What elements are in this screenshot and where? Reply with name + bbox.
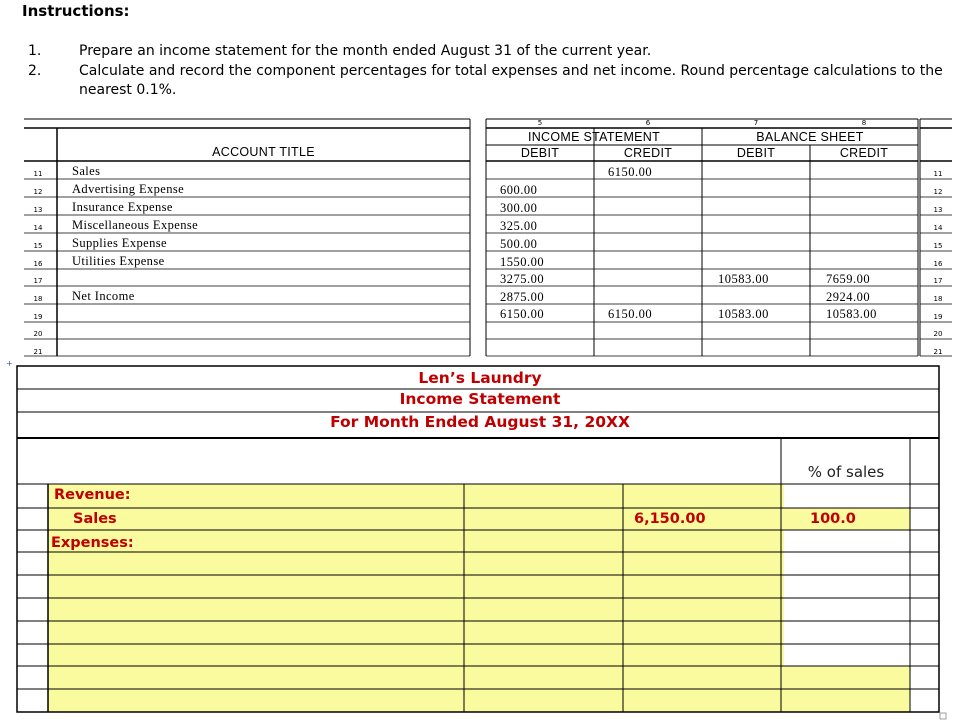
row-number: 11 [33, 170, 43, 178]
balance-sheet-header: BALANCE SHEET [756, 130, 864, 144]
row-number: 17 [33, 277, 43, 285]
is-credit-value: 6150.00 [608, 307, 653, 321]
row-number-right: 20 [933, 330, 943, 338]
account-name: Utilities Expense [72, 254, 165, 268]
account-name: Advertising Expense [72, 182, 185, 196]
account-name: Miscellaneous Expense [72, 218, 199, 232]
row-number: 19 [33, 313, 43, 321]
instruction-text-2: Calculate and record the component percentages for total expenses and net income. Round percentage calculations to the nearest 0.1%. [79, 63, 943, 98]
is-debit-value: 6150.00 [500, 307, 545, 321]
row-number: 20 [33, 330, 43, 338]
percent-of-sales-header: % of sales [807, 463, 885, 481]
bs-credit-value: 10583.00 [826, 307, 877, 321]
anchor-marker-icon: + [6, 359, 13, 368]
row-number: 14 [33, 224, 43, 232]
column-number-6: 6 [645, 119, 651, 127]
statement-period: For Month Ended August 31, 20XX [330, 413, 630, 431]
row-number: 18 [33, 295, 43, 303]
is-debit-value: 1550.00 [500, 255, 545, 269]
bs-debit-value: 10583.00 [718, 307, 769, 321]
row-number-right: 17 [933, 277, 943, 285]
row-number: 12 [33, 188, 43, 196]
is-debit-value: 600.00 [500, 183, 538, 197]
bs-credit-value: 2924.00 [826, 290, 871, 304]
is-debit-value: 500.00 [500, 237, 538, 251]
bs-debit-value: 10583.00 [718, 272, 769, 286]
instruction-text-1: Prepare an income statement for the month ended August 31 of the current year. [79, 43, 652, 59]
row-number-right: 18 [933, 295, 943, 303]
sales-percent: 100.0 [810, 511, 856, 527]
account-name: Sales [72, 164, 101, 178]
company-name: Len’s Laundry [418, 369, 542, 387]
row-number: 15 [33, 242, 43, 250]
is-debit-value: 2875.00 [500, 290, 545, 304]
instruction-number-2: 2. [28, 63, 42, 79]
row-number-right: 15 [933, 242, 943, 250]
column-number-5: 5 [537, 119, 543, 127]
row-number-right: 16 [933, 260, 943, 268]
expenses-label: Expenses: [51, 535, 134, 551]
row-number-right: 19 [933, 313, 943, 321]
income-statement-header: INCOME STATEMENT [527, 130, 661, 144]
row-number-right: 11 [933, 170, 943, 178]
column-number-8: 8 [861, 119, 867, 127]
row-number-right: 14 [933, 224, 943, 232]
bs-credit-header: CREDIT [839, 146, 889, 160]
resize-handle-icon [940, 713, 946, 719]
bs-credit-value: 7659.00 [826, 272, 871, 286]
row-number: 16 [33, 260, 43, 268]
row-number-right: 13 [933, 206, 943, 214]
row-number-right: 12 [933, 188, 943, 196]
revenue-label: Revenue: [54, 487, 131, 503]
account-name: Insurance Expense [72, 200, 173, 214]
statement-title: Income Statement [399, 390, 561, 408]
is-debit-value: 325.00 [500, 219, 538, 233]
instruction-number-1: 1. [28, 43, 42, 59]
sales-label: Sales [73, 511, 117, 527]
is-credit-header: CREDIT [623, 146, 673, 160]
is-credit-value: 6150.00 [608, 165, 653, 179]
row-number-right: 21 [933, 348, 943, 356]
is-debit-header: DEBIT [520, 146, 560, 160]
row-number: 21 [33, 348, 43, 356]
bs-debit-header: DEBIT [736, 146, 776, 160]
account-name: Net Income [72, 289, 135, 303]
row-number: 13 [33, 206, 43, 214]
account-name: Supplies Expense [72, 236, 167, 250]
account-title-header: ACCOUNT TITLE [212, 145, 315, 159]
is-debit-value: 3275.00 [500, 272, 545, 286]
is-debit-value: 300.00 [500, 201, 538, 215]
sales-amount: 6,150.00 [634, 511, 706, 527]
column-number-7: 7 [753, 119, 759, 127]
instructions-title: Instructions: [22, 2, 130, 20]
